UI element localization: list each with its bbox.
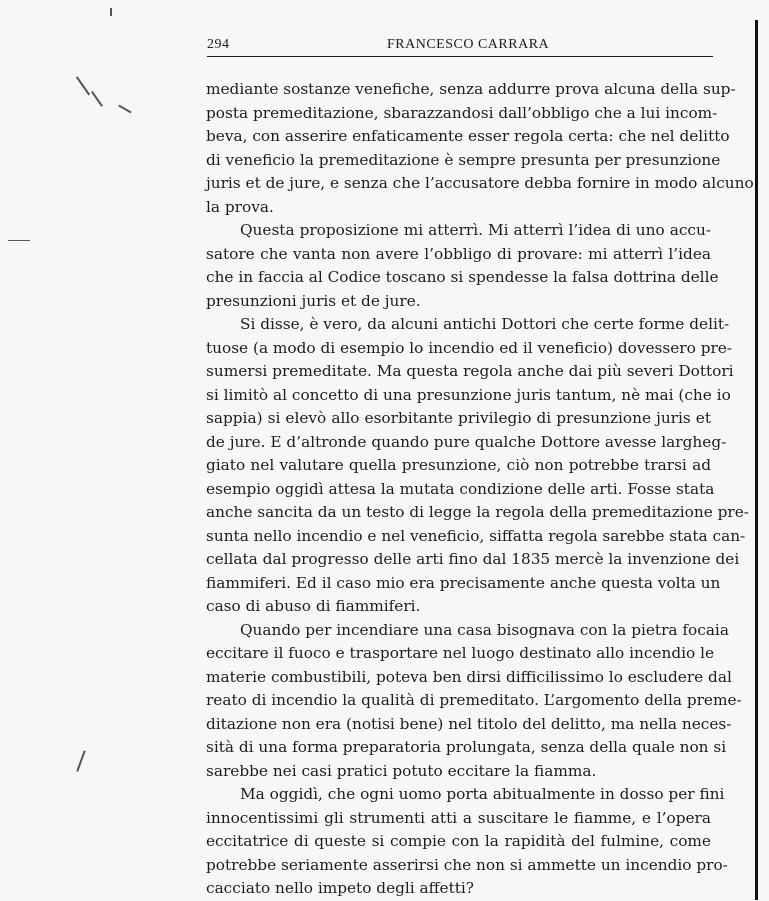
text-line: Quando per incendiare una casa bisognava con la pietra focaia xyxy=(240,620,729,639)
margin-mark xyxy=(110,8,112,16)
text-line: eccitatrice di queste si compie con la rapidità del fulmine, come xyxy=(206,832,711,850)
text-line: esempio oggidì attesa la mutata condizione delle arti. Fosse stata xyxy=(206,479,715,498)
text-line: Questa proposizione mi atterrì. Mi atterrì l’idea di uno accu- xyxy=(240,221,711,239)
text-line: sappia) si elevò allo esorbitante privilegio di presunzione juris et xyxy=(206,409,711,427)
text-line: materie combustibili, poteva ben dirsi difficilissimo lo escludere dal xyxy=(206,667,732,686)
text-line: eccitare il fuoco e trasportare nel luogo destinato allo incendio le xyxy=(206,644,715,662)
body-text xyxy=(206,78,754,901)
text-line: anche sancita da un testo di legge la regola della premeditazione pre- xyxy=(206,503,749,521)
margin-mark xyxy=(91,91,103,107)
margin-mark xyxy=(76,77,90,96)
text-line: potrebbe seriamente asserirsi che non si ammette un incendio pro- xyxy=(206,855,728,874)
text-line: reato di incendio la qualità di premeditato. L’argomento della preme- xyxy=(206,691,742,709)
text-line: tuose (a modo di esempio lo incendio ed il veneficio) dovessero pre- xyxy=(206,338,733,357)
text-line: innocentissimi gli strumenti atti a suscitare le fiamme, e l’opera xyxy=(206,808,711,827)
text-line: posta premeditazione, sbarazzandosi dall’obbligo che a lui incom- xyxy=(206,103,718,122)
text-line: di veneficio la premeditazione è sempre presunta per presunzione xyxy=(206,150,721,169)
text-line: Ma oggidì, che ogni uomo porta abitualmente in dosso per fini xyxy=(240,785,725,803)
page-edge-rule xyxy=(755,20,758,900)
text-line: si limitò al concetto di una presunzione juris tantum, nè mai (che io xyxy=(206,385,731,404)
page-header xyxy=(207,34,713,57)
text-line: mediante sostanze venefiche, senza addurre prova alcuna della sup- xyxy=(206,80,736,98)
text-line: cacciato nello impeto degli affetti? xyxy=(206,879,474,897)
text-line: Si disse, è vero, da alcuni antichi Dottori che certe forme delit- xyxy=(240,315,730,333)
text-line: beva, con asserire enfaticamente esser regola certa: che nel delitto xyxy=(206,127,730,145)
text-line: che in faccia al Codice toscano si spendesse la falsa dottrina delle xyxy=(206,268,719,286)
text-line: presunzioni juris et de jure. xyxy=(206,291,421,310)
page-number: 294 xyxy=(207,37,230,52)
text-line: sità di una forma preparatoria prolungata, senza della quale non si xyxy=(206,738,727,756)
text-line: sarebbe nei casi pratici potuto eccitare la fiamma. xyxy=(206,761,597,780)
text-line: de jure. E d’altronde quando pure qualche Dottore avesse largheg- xyxy=(206,432,727,451)
text-line: sunta nello incendio e nel veneficio, siffatta regola sarebbe stata can- xyxy=(206,526,746,545)
margin-mark xyxy=(8,240,30,241)
margin-mark xyxy=(119,105,132,113)
text-line: satore che vanta non avere l’obbligo di provare: mi atterrì l’idea xyxy=(206,244,711,263)
text-line: fiammiferi. Ed il caso mio era precisamente anche questa volta un xyxy=(206,573,721,592)
text-line: la prova. xyxy=(206,197,274,216)
running-title: FRANCESCO CARRARA xyxy=(387,37,550,52)
text-line: ditazione non era (notisi bene) nel titolo del delitto, ma nella neces- xyxy=(206,714,732,733)
text-line: cellata dal progresso delle arti fino dal 1835 mercè la invenzione dei xyxy=(206,550,740,568)
text-line: sumersi premeditate. Ma questa regola anche dai più severi Dottori xyxy=(206,362,734,380)
text-line: caso di abuso di fiammiferi. xyxy=(206,597,421,615)
text-line: juris et de jure, e senza che l’accusatore debba fornire in modo alcuno xyxy=(206,174,754,192)
text-line: giato nel valutare quella presunzione, ciò non potrebbe trarsi ad xyxy=(206,456,711,474)
margin-mark xyxy=(76,750,85,771)
